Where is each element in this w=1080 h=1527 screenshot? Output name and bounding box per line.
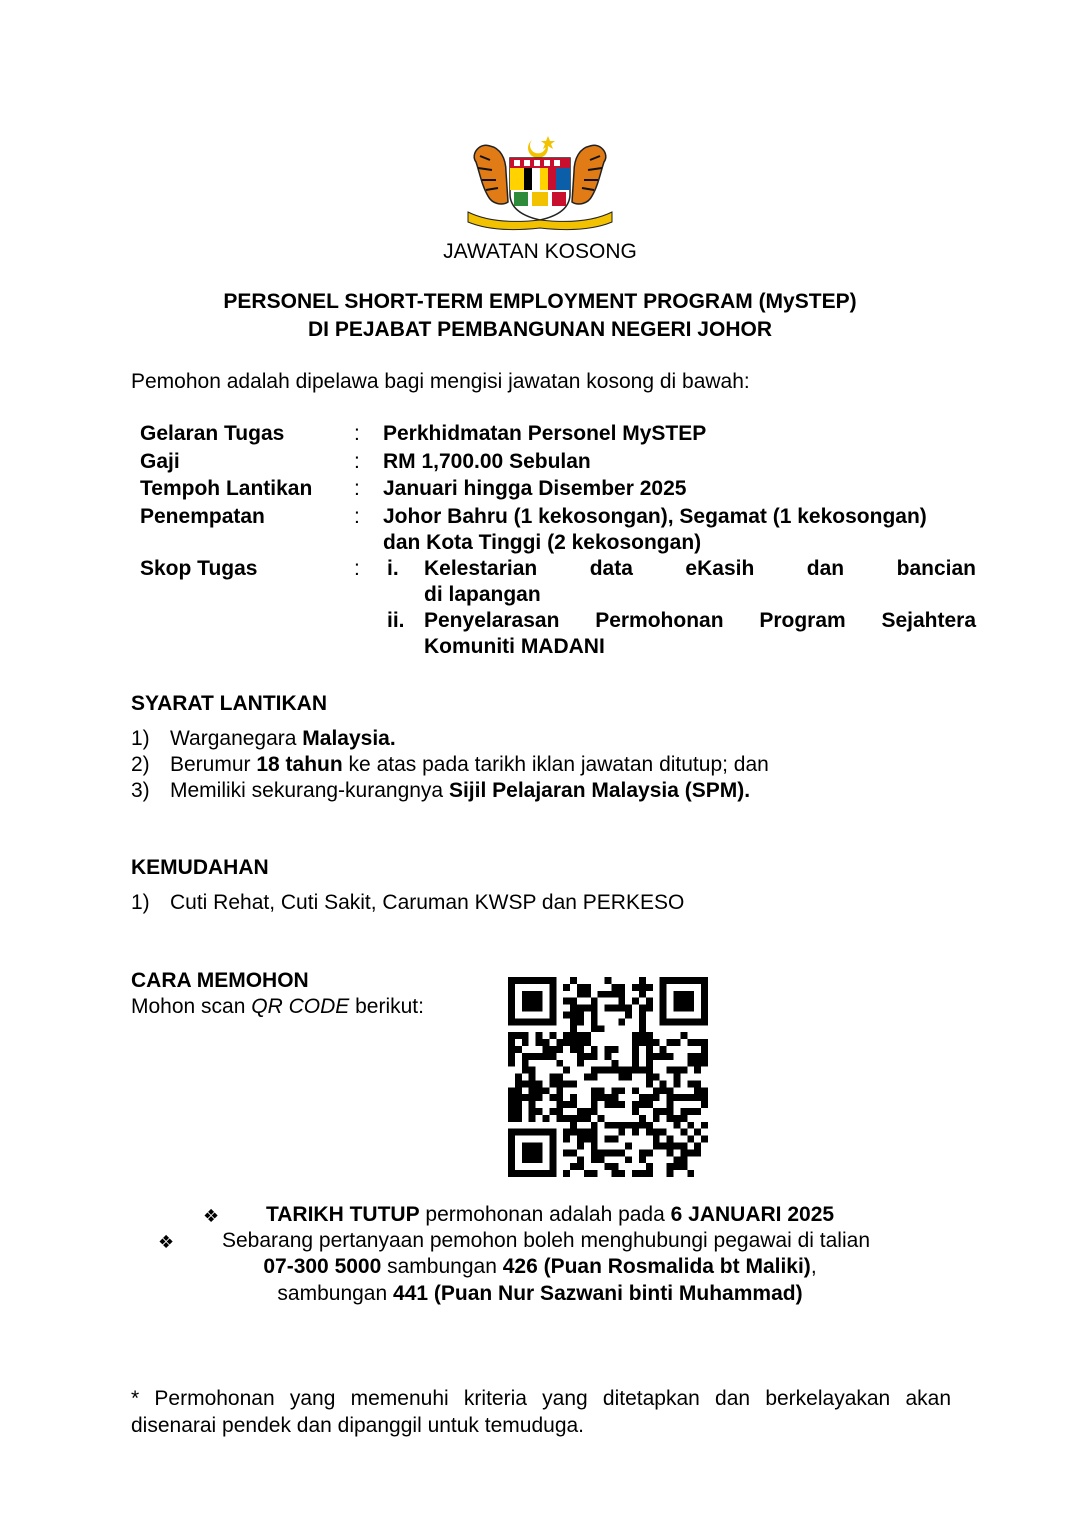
penempatan-label: Penempatan: [140, 505, 265, 528]
kemudahan-item: Cuti Rehat, Cuti Sakit, Caruman KWSP dan PERKESO: [170, 891, 685, 914]
cara-heading: CARA MEMOHON: [131, 969, 309, 992]
skop-num: ii.: [387, 609, 405, 632]
syarat-item: Warganegara Malaysia.: [170, 727, 396, 750]
colon: :: [354, 422, 360, 445]
tempoh-value: Januari hingga Disember 2025: [383, 477, 687, 500]
vacancy-heading: JAWATAN KOSONG: [443, 240, 637, 263]
penempatan-value-line2: dan Kota Tinggi (2 kekosongan): [383, 531, 702, 554]
skop-text: Kelestarian data eKasih dan bancian: [424, 557, 976, 580]
contact-line3: sambungan 441 (Puan Nur Sazwani binti Muhammad): [277, 1282, 803, 1305]
cara-text: Mohon scan QR CODE berikut:: [131, 995, 424, 1018]
skop-label: Skop Tugas: [140, 557, 258, 580]
footnote: * Permohonan yang memenuhi kriteria yang ditetapkan dan berkelayakan akan disenarai pendek dan dipanggil untuk temuduga.: [131, 1387, 951, 1437]
contact-line1: Sebarang pertanyaan pemohon boleh menghubungi pegawai di talian: [222, 1229, 870, 1252]
diamond-bullet-icon: ❖: [203, 1206, 220, 1226]
colon: :: [354, 505, 360, 528]
gelaran-value: Perkhidmatan Personel MySTEP: [383, 422, 707, 445]
kemudahan-heading: KEMUDAHAN: [131, 856, 269, 879]
syarat-heading: SYARAT LANTIKAN: [131, 692, 328, 715]
colon: :: [354, 557, 360, 580]
syarat-num: 3): [131, 779, 150, 802]
contact-line2: 07-300 5000 sambungan 426 (Puan Rosmalida bt Maliki),: [263, 1255, 817, 1278]
skop-text-cont: Komuniti MADANI: [424, 635, 605, 658]
closing-date-text: TARIKH TUTUP permohonan adalah pada 6 JANUARI 2025: [266, 1203, 835, 1226]
syarat-num: 2): [131, 753, 150, 776]
diamond-bullet-icon: ❖: [158, 1232, 175, 1252]
syarat-item: Memiliki sekurang-kurangnya Sijil Pelajaran Malaysia (SPM).: [170, 779, 751, 802]
qr-code-icon[interactable]: [508, 977, 708, 1177]
penempatan-value-line1: Johor Bahru (1 kekosongan), Segamat (1 kekosongan): [383, 505, 927, 528]
skop-num: i.: [387, 557, 399, 580]
kemudahan-num: 1): [131, 891, 150, 914]
gaji-label: Gaji: [140, 450, 180, 473]
page-title-line2: DI PEJABAT PEMBANGUNAN NEGERI JOHOR: [308, 318, 772, 341]
skop-text-cont: di lapangan: [424, 583, 541, 606]
syarat-item: Berumur 18 tahun ke atas pada tarikh iklan jawatan ditutup; dan: [170, 753, 769, 776]
colon: :: [354, 450, 360, 473]
gelaran-label: Gelaran Tugas: [140, 422, 285, 445]
page-title-line1: PERSONEL SHORT-TERM EMPLOYMENT PROGRAM (MySTEP): [223, 290, 857, 313]
gaji-value: RM 1,700.00 Sebulan: [383, 450, 591, 473]
colon: :: [354, 477, 360, 500]
tempoh-label: Tempoh Lantikan: [140, 477, 313, 500]
intro-text: Pemohon adalah dipelawa bagi mengisi jawatan kosong di bawah:: [131, 370, 750, 393]
malaysia-coat-of-arms-icon: [462, 132, 618, 232]
skop-text: Penyelarasan Permohonan Program Sejahtera: [424, 609, 976, 632]
syarat-num: 1): [131, 727, 150, 750]
